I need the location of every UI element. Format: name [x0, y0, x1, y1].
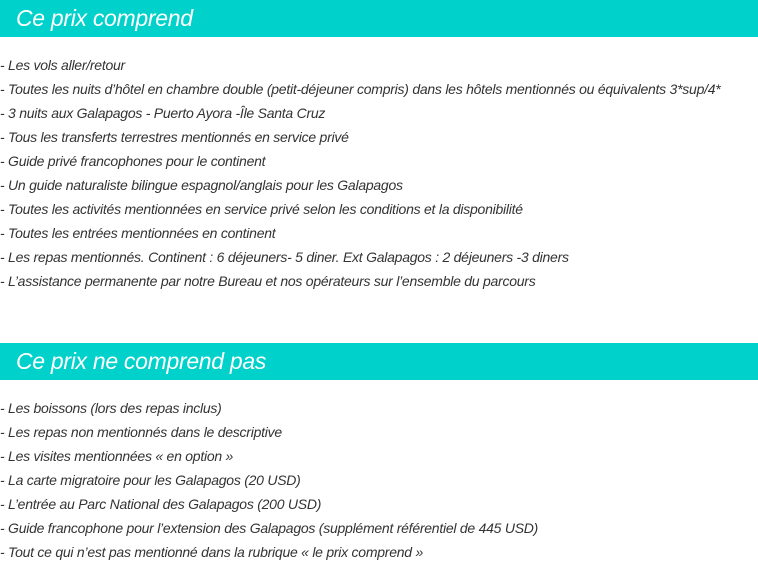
list-item: - L’entrée au Parc National des Galapagos (200 USD) [0, 496, 322, 512]
included-header [0, 0, 758, 37]
list-item: - Toutes les nuits d’hôtel en chambre double (petit-déjeuner compris) dans les hôtels mentionnés ou équivalents 3*sup/4* [0, 81, 721, 97]
list-item: - Les boissons (lors des repas inclus) [0, 400, 222, 416]
list-item: - Toutes les entrées mentionnées en continent [0, 225, 276, 241]
list-item: - Les repas non mentionnés dans le descriptive [0, 424, 282, 440]
list-item: - Tous les transferts terrestres mentionnés en service privé [0, 129, 349, 145]
list-item: - Guide privé francophones pour le continent [0, 153, 266, 169]
list-item: - Tout ce qui n’est pas mentionné dans la rubrique « le prix comprend » [0, 544, 423, 560]
list-item: - Un guide naturaliste bilingue espagnol/anglais pour les Galapagos [0, 177, 403, 193]
list-item: - Toutes les activités mentionnées en service privé selon les conditions et la disponibilité [0, 201, 523, 217]
excluded-list [0, 396, 538, 564]
included-title: Ce prix comprend [16, 5, 193, 31]
list-item: - Les repas mentionnés. Continent : 6 déjeuners- 5 diner. Ext Galapagos : 2 déjeuners -3 diners [0, 249, 569, 265]
list-item: - Guide francophone pour l’extension des Galapagos (supplément référentiel de 445 USD) [0, 520, 539, 536]
list-item: - Les vols aller/retour [0, 57, 125, 73]
excluded-title: Ce prix ne comprend pas [16, 348, 267, 374]
included-list [0, 53, 720, 293]
list-item: - 3 nuits aux Galapagos - Puerto Ayora -Île Santa Cruz [0, 105, 326, 121]
list-item: - L’assistance permanente par notre Bureau et nos opérateurs sur l’ensemble du parcours [0, 273, 536, 289]
excluded-header [0, 343, 758, 380]
list-item: - La carte migratoire pour les Galapagos (20 USD) [0, 472, 301, 488]
list-item: - Les visites mentionnées « en option » [0, 448, 234, 464]
